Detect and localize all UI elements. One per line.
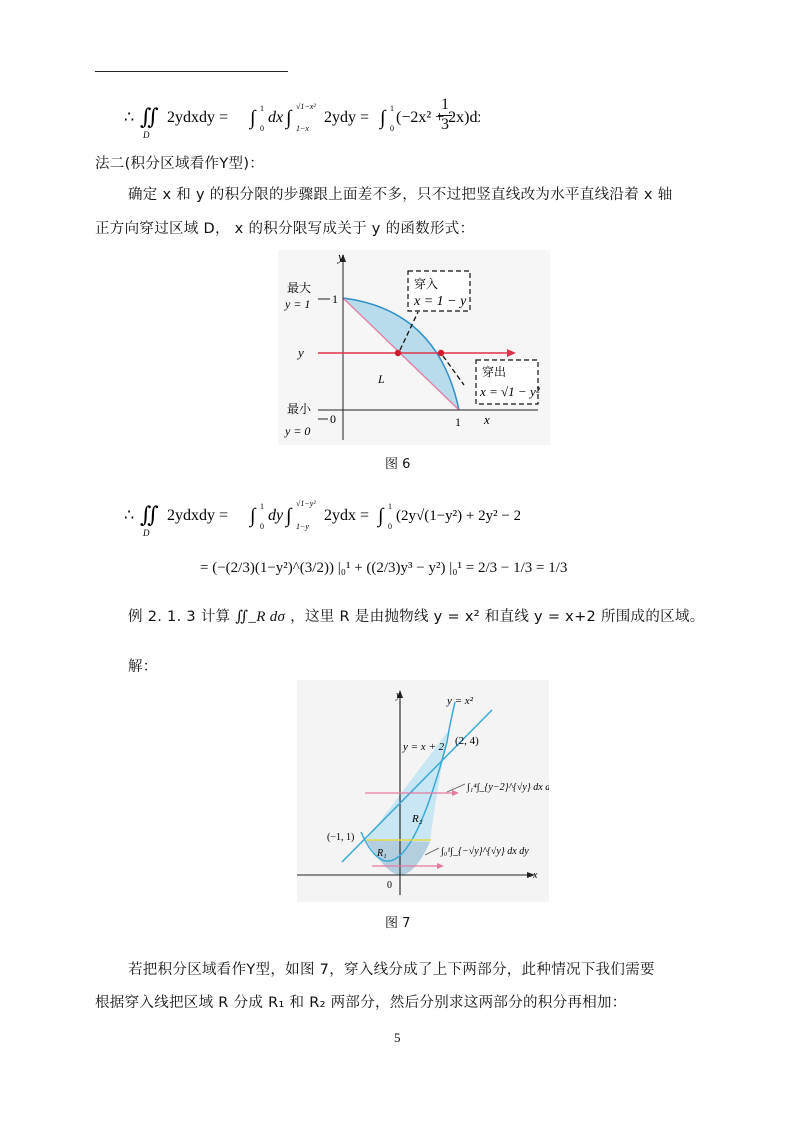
example-integral: ∬_R dσ (235, 609, 286, 625)
f1-paren: (−2x² + 2x)d (396, 109, 478, 126)
para1-line1: 确定 x 和 y 的积分限的步骤跟上面差不多，只不过把竖直线改为水平直线沿着 x 轴 (128, 187, 673, 203)
f1-den: 3 (438, 115, 452, 134)
figure-6 (278, 250, 550, 449)
f1-int-a: ∫ (250, 107, 256, 129)
svg-text:0: 0 (388, 522, 392, 531)
svg-text:1: 1 (388, 502, 392, 511)
example-text: ，这里 R 是由抛物线 y = x² 和直线 y = x+2 所围成的区域。 (290, 609, 705, 625)
f1-fraction (438, 96, 452, 134)
fig6-exit-formula: x = √1 − y² (480, 384, 540, 399)
svg-text:1: 1 (390, 104, 394, 113)
fig7-r1: R₁ (377, 848, 387, 859)
svg-text:1: 1 (260, 502, 264, 511)
fig7-int-lower: ∫₀¹∫_{−√y}^{√y} dx dy (441, 846, 529, 857)
f2-therefore: ∴ (124, 507, 135, 524)
fig7-line-label: y = x + 2 (403, 741, 445, 753)
fig7-r2: R₂ (412, 813, 423, 825)
fig6-enter-title: 穿入 (414, 277, 439, 291)
method2-title: 法二(积分区域看作Y型)： (95, 156, 265, 172)
f1-double-integral: ∬ (140, 104, 159, 129)
formula-1 (120, 100, 480, 145)
f1-num: 1 (441, 96, 449, 113)
fig6-x-axis-label: x (484, 412, 490, 427)
svg-text:∫: ∫ (378, 505, 384, 527)
header-rule (95, 71, 288, 72)
fig6-min-label: 最小 (287, 402, 312, 416)
f1-domain: D (143, 130, 150, 140)
formula-2-svg (120, 496, 520, 538)
f2-integrand: 2ydxdy = (167, 507, 229, 524)
svg-text:∫: ∫ (250, 505, 256, 527)
fig6-exit-point (438, 350, 444, 356)
fig7-x-label: x (533, 870, 538, 881)
f1-lower: 1−x (296, 124, 309, 133)
fig7-point-top: (2, 4) (455, 735, 479, 747)
figure-6-svg (278, 250, 550, 445)
example-label: 例 2. 1. 3 计算 (128, 609, 231, 625)
f2-upper: √1−y² (296, 499, 316, 508)
figure-7-svg (297, 680, 549, 902)
formula-3: = (−(2/3)(1−y²)^(3/2)) |₀¹ + ((2/3)y³ − y²) |₀¹ = 2/3 − 1/3 = 1/3 (200, 560, 568, 576)
f1-dx: dx (268, 109, 284, 126)
fig6-x-tick: 1 (455, 415, 461, 429)
fig7-origin: 0 (387, 880, 392, 891)
svg-text:∬: ∬ (140, 502, 159, 527)
fig6-y-axis-label: y (338, 250, 344, 264)
f1-int-b: ∫ (286, 107, 292, 129)
solution-label: 解： (128, 659, 158, 675)
para1-line2: 正方向穿过区域 D， x 的积分限写成关于 y 的函数形式： (95, 221, 475, 237)
figure-6-caption: 图 6 (385, 457, 411, 472)
fig6-enter-formula: x = 1 − y (414, 294, 467, 309)
fig6-region-label: L (378, 372, 385, 386)
fig6-max-tick: 1 (332, 292, 338, 306)
figure-7 (297, 680, 549, 906)
f2-rest: (2y√(1−y²) + 2y² − 2 (396, 508, 520, 524)
f2-dy: dy (268, 507, 284, 524)
fig7-y-label: y (396, 690, 401, 701)
f2-lower: 1−y (296, 522, 309, 531)
fig6-min-eq: y = 0 (285, 424, 311, 438)
svg-text:1: 1 (260, 104, 264, 113)
fig6-max-label: 最大 (287, 281, 312, 295)
svg-text:∫: ∫ (286, 505, 292, 527)
para2-line2: 根据穿入线把区域 R 分成 R₁ 和 R₂ 两部分，然后分别求这两部分的积分再相加： (95, 995, 627, 1011)
formula-2 (120, 496, 520, 543)
example-line (128, 605, 705, 626)
svg-text:0: 0 (260, 124, 264, 133)
f1-integrand: 2ydxdy = (167, 109, 229, 126)
svg-text:0: 0 (390, 124, 394, 133)
fig7-curve-label: y = x² (447, 695, 473, 707)
f1-integrand2: 2ydy = (324, 109, 370, 126)
svg-text:0: 0 (260, 522, 264, 531)
f1-upper: √1−x² (296, 102, 316, 111)
fig6-max-eq: y = 1 (285, 297, 311, 311)
fig7-point-left: (−1, 1) (327, 832, 355, 843)
fig6-origin: 0 (330, 412, 336, 426)
para2-line1: 若把积分区域看作Y型，如图 7，穿入线分成了上下两部分，此种情况下我们需要 (128, 962, 655, 978)
f2-domain: D (143, 528, 150, 538)
f2-integrand2: 2ydx = (324, 507, 370, 524)
svg-text:∫: ∫ (380, 107, 386, 129)
fig6-y-level: y (298, 345, 304, 360)
f1-therefore: ∴ (124, 109, 135, 126)
fig6-enter-point (395, 350, 401, 356)
fig7-int-upper: ∫₁⁴∫_{y−2}^{√y} dx dy (467, 782, 549, 793)
formula-1-svg (120, 100, 480, 140)
figure-7-caption: 图 7 (385, 916, 411, 931)
fig6-exit-title: 穿出 (482, 365, 507, 379)
page-number: 5 (394, 1030, 401, 1045)
